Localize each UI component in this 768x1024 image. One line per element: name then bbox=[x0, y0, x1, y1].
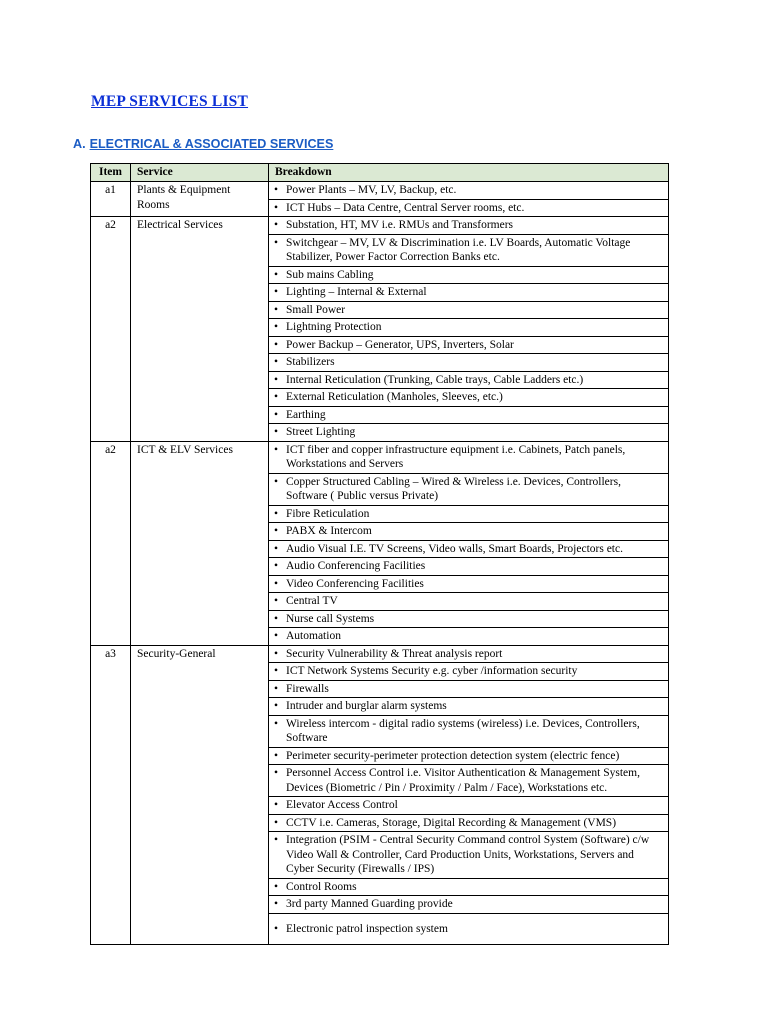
bullet-item bbox=[274, 425, 662, 440]
service-name: Security-General bbox=[131, 645, 269, 945]
breakdown-cell bbox=[269, 301, 669, 319]
breakdown-text: Audio Conferencing Facilities bbox=[286, 560, 426, 572]
breakdown-text: Internal Reticulation (Trunking, Cable trays, Cable Ladders etc.) bbox=[286, 373, 584, 386]
bullet-icon: • bbox=[274, 391, 279, 403]
bullet-item bbox=[274, 766, 662, 795]
breakdown-text: Elevator Access Control bbox=[286, 799, 398, 811]
bullet-icon: • bbox=[274, 595, 279, 607]
service-name: ICT & ELV Services bbox=[131, 441, 269, 645]
bullet-item bbox=[274, 390, 662, 405]
breakdown-text: Audio Visual I.E. TV Screens, Video walls, Smart Boards, Projectors etc. bbox=[286, 542, 623, 555]
breakdown-cell bbox=[269, 715, 669, 747]
bullet-icon: • bbox=[274, 799, 279, 811]
header-item: Item bbox=[91, 164, 131, 182]
breakdown-text: CCTV i.e. Cameras, Storage, Digital Recording & Management (VMS) bbox=[286, 816, 617, 829]
breakdown-cell bbox=[269, 424, 669, 442]
item-code: a2 bbox=[91, 217, 131, 442]
table-header-row bbox=[91, 164, 669, 182]
bullet-icon: • bbox=[274, 922, 279, 935]
breakdown-text: Fibre Reticulation bbox=[286, 507, 370, 520]
breakdown-text: Perimeter security-perimeter protection detection system (electric fence) bbox=[286, 749, 620, 762]
bullet-item bbox=[274, 338, 662, 353]
bullet-icon: • bbox=[274, 321, 279, 333]
bullet-item bbox=[274, 664, 662, 679]
bullet-icon: • bbox=[274, 834, 279, 846]
table-row bbox=[91, 217, 669, 235]
item-code: a1 bbox=[91, 182, 131, 217]
bullet-item bbox=[274, 285, 662, 300]
bullet-item bbox=[274, 268, 662, 283]
breakdown-text: External Reticulation (Manholes, Sleeves, etc.) bbox=[286, 391, 503, 403]
bullet-item bbox=[274, 880, 662, 895]
breakdown-text: Personnel Access Control i.e. Visitor Authentication & Management System, Devices (Biometric / Pin / Proximity / Palm / Face), Workstations etc. bbox=[286, 767, 640, 794]
breakdown-cell bbox=[269, 199, 669, 217]
breakdown-cell bbox=[269, 575, 669, 593]
breakdown-text: Earthing bbox=[286, 408, 326, 421]
section-letter: A. bbox=[73, 137, 86, 151]
breakdown-text: Security Vulnerability & Threat analysis report bbox=[286, 647, 503, 660]
bullet-icon: • bbox=[274, 507, 279, 520]
breakdown-cell bbox=[269, 558, 669, 576]
breakdown-cell bbox=[269, 610, 669, 628]
bullet-item bbox=[274, 897, 662, 912]
bullet-icon: • bbox=[274, 286, 279, 298]
table-row bbox=[91, 182, 669, 200]
document-title: MEP SERVICES LIST bbox=[91, 93, 249, 110]
bullet-icon: • bbox=[274, 303, 279, 316]
breakdown-text: Copper Structured Cabling – Wired & Wireless i.e. Devices, Controllers, Software ( Public versus Private) bbox=[286, 475, 621, 502]
breakdown-cell bbox=[269, 284, 669, 302]
bullet-item bbox=[274, 320, 662, 335]
bullet-item bbox=[274, 798, 662, 813]
bullet-item bbox=[274, 373, 662, 388]
bullet-icon: • bbox=[274, 647, 279, 660]
bullet-icon: • bbox=[274, 236, 279, 249]
breakdown-cell bbox=[269, 354, 669, 372]
breakdown-text: Video Conferencing Facilities bbox=[286, 577, 424, 590]
bullet-icon: • bbox=[274, 219, 279, 231]
breakdown-text: Intruder and burglar alarm systems bbox=[286, 700, 447, 712]
bullet-icon: • bbox=[274, 525, 279, 537]
breakdown-cell bbox=[269, 523, 669, 541]
breakdown-text: PABX & Intercom bbox=[286, 525, 372, 537]
item-code: a3 bbox=[91, 645, 131, 945]
breakdown-cell bbox=[269, 747, 669, 765]
bullet-icon: • bbox=[274, 898, 279, 910]
bullet-icon: • bbox=[274, 184, 279, 196]
bullet-item bbox=[274, 355, 662, 370]
bullet-icon: • bbox=[274, 560, 279, 572]
breakdown-text: Lighting – Internal & External bbox=[286, 286, 427, 298]
breakdown-text: ICT Hubs – Data Centre, Central Server rooms, etc. bbox=[286, 201, 525, 214]
bullet-item bbox=[274, 749, 662, 764]
bullet-item bbox=[274, 629, 662, 644]
bullet-icon: • bbox=[274, 665, 279, 677]
bullet-item bbox=[274, 507, 662, 522]
breakdown-cell bbox=[269, 217, 669, 235]
bullet-icon: • bbox=[274, 426, 279, 438]
breakdown-cell bbox=[269, 336, 669, 354]
breakdown-cell bbox=[269, 234, 669, 266]
breakdown-text: Substation, HT, MV i.e. RMUs and Transformers bbox=[286, 219, 514, 231]
bullet-item bbox=[274, 201, 662, 216]
breakdown-cell bbox=[269, 896, 669, 914]
bullet-item bbox=[274, 542, 662, 557]
breakdown-cell bbox=[269, 182, 669, 200]
bullet-item bbox=[274, 717, 662, 746]
bullet-icon: • bbox=[274, 717, 279, 730]
breakdown-cell bbox=[269, 663, 669, 681]
service-name: Electrical Services bbox=[131, 217, 269, 442]
section-heading bbox=[73, 137, 333, 151]
bullet-item bbox=[274, 408, 662, 423]
bullet-icon: • bbox=[274, 749, 279, 762]
bullet-icon: • bbox=[274, 682, 279, 695]
bullet-icon: • bbox=[274, 880, 279, 893]
breakdown-cell bbox=[269, 878, 669, 896]
breakdown-cell bbox=[269, 441, 669, 473]
breakdown-cell bbox=[269, 266, 669, 284]
bullet-item bbox=[274, 922, 662, 937]
breakdown-text: Control Rooms bbox=[286, 880, 357, 893]
bullet-icon: • bbox=[274, 577, 279, 590]
breakdown-cell bbox=[269, 540, 669, 558]
breakdown-text: Automation bbox=[286, 630, 341, 642]
table-body bbox=[91, 182, 669, 945]
breakdown-cell bbox=[269, 319, 669, 337]
breakdown-cell bbox=[269, 389, 669, 407]
bullet-icon: • bbox=[274, 356, 279, 368]
bullet-item bbox=[274, 699, 662, 714]
bullet-item bbox=[274, 833, 662, 877]
bullet-icon: • bbox=[274, 542, 279, 555]
breakdown-text: Sub mains Cabling bbox=[286, 268, 374, 281]
bullet-icon: • bbox=[274, 475, 279, 488]
breakdown-text: Street Lighting bbox=[286, 426, 356, 438]
breakdown-cell bbox=[269, 371, 669, 389]
item-code: a2 bbox=[91, 441, 131, 645]
breakdown-text: Power Plants – MV, LV, Backup, etc. bbox=[286, 184, 457, 196]
breakdown-cell bbox=[269, 645, 669, 663]
breakdown-text: Firewalls bbox=[286, 682, 329, 695]
breakdown-cell bbox=[269, 628, 669, 646]
breakdown-text: Power Backup – Generator, UPS, Inverters, Solar bbox=[286, 338, 514, 351]
header-breakdown: Breakdown bbox=[269, 164, 669, 182]
breakdown-cell bbox=[269, 913, 669, 945]
bullet-item bbox=[274, 218, 662, 233]
breakdown-cell bbox=[269, 698, 669, 716]
breakdown-cell bbox=[269, 765, 669, 797]
bullet-icon: • bbox=[274, 373, 279, 386]
bullet-item bbox=[274, 183, 662, 198]
bullet-icon: • bbox=[274, 201, 279, 214]
breakdown-text: Wireless intercom - digital radio systems (wireless) i.e. Devices, Controllers, Software bbox=[286, 717, 640, 744]
breakdown-cell bbox=[269, 406, 669, 424]
breakdown-cell bbox=[269, 473, 669, 505]
breakdown-text: Small Power bbox=[286, 303, 346, 316]
breakdown-cell bbox=[269, 505, 669, 523]
service-name: Plants & Equipment Rooms bbox=[131, 182, 269, 217]
table-row bbox=[91, 441, 669, 473]
breakdown-text: Integration (PSIM - Central Security Command control System (Software) c/w Video Wall & Controller, Card Production Units, Workstations, Servers and Cyber Security (Firewalls / IPS) bbox=[286, 834, 650, 875]
bullet-icon: • bbox=[274, 443, 279, 456]
bullet-icon: • bbox=[274, 630, 279, 642]
breakdown-cell bbox=[269, 593, 669, 611]
bullet-icon: • bbox=[274, 408, 279, 421]
breakdown-cell bbox=[269, 832, 669, 879]
breakdown-cell bbox=[269, 814, 669, 832]
bullet-icon: • bbox=[274, 268, 279, 281]
breakdown-cell bbox=[269, 797, 669, 815]
header-service: Service bbox=[131, 164, 269, 182]
bullet-item bbox=[274, 303, 662, 318]
bullet-item bbox=[274, 475, 662, 504]
bullet-icon: • bbox=[274, 338, 279, 351]
breakdown-text: 3rd party Manned Guarding provide bbox=[286, 898, 453, 910]
bullet-icon: • bbox=[274, 612, 279, 625]
breakdown-text: Stabilizers bbox=[286, 356, 335, 368]
bullet-item bbox=[274, 647, 662, 662]
breakdown-text: Lightning Protection bbox=[286, 321, 382, 333]
services-table bbox=[90, 163, 669, 945]
bullet-item bbox=[274, 612, 662, 627]
bullet-item bbox=[274, 559, 662, 574]
breakdown-cell bbox=[269, 680, 669, 698]
bullet-item bbox=[274, 816, 662, 831]
bullet-item bbox=[274, 594, 662, 609]
bullet-icon: • bbox=[274, 767, 279, 779]
bullet-item bbox=[274, 682, 662, 697]
breakdown-text: ICT fiber and copper infrastructure equipment i.e. Cabinets, Patch panels, Workstations and Servers bbox=[286, 443, 626, 470]
bullet-item bbox=[274, 443, 662, 472]
bullet-icon: • bbox=[274, 700, 279, 712]
breakdown-text: ICT Network Systems Security e.g. cyber /information security bbox=[286, 665, 578, 677]
breakdown-text: Nurse call Systems bbox=[286, 612, 375, 625]
breakdown-text: Electronic patrol inspection system bbox=[286, 922, 448, 935]
section-title: ELECTRICAL & ASSOCIATED SERVICES bbox=[89, 137, 334, 151]
bullet-item bbox=[274, 524, 662, 539]
table-row bbox=[91, 645, 669, 663]
bullet-icon: • bbox=[274, 816, 279, 829]
breakdown-text: Central TV bbox=[286, 595, 338, 607]
bullet-item bbox=[274, 236, 662, 265]
breakdown-text: Switchgear – MV, LV & Discrimination i.e. LV Boards, Automatic Voltage Stabilizer, Power Factor Correction Banks etc. bbox=[286, 236, 631, 263]
bullet-item bbox=[274, 577, 662, 592]
